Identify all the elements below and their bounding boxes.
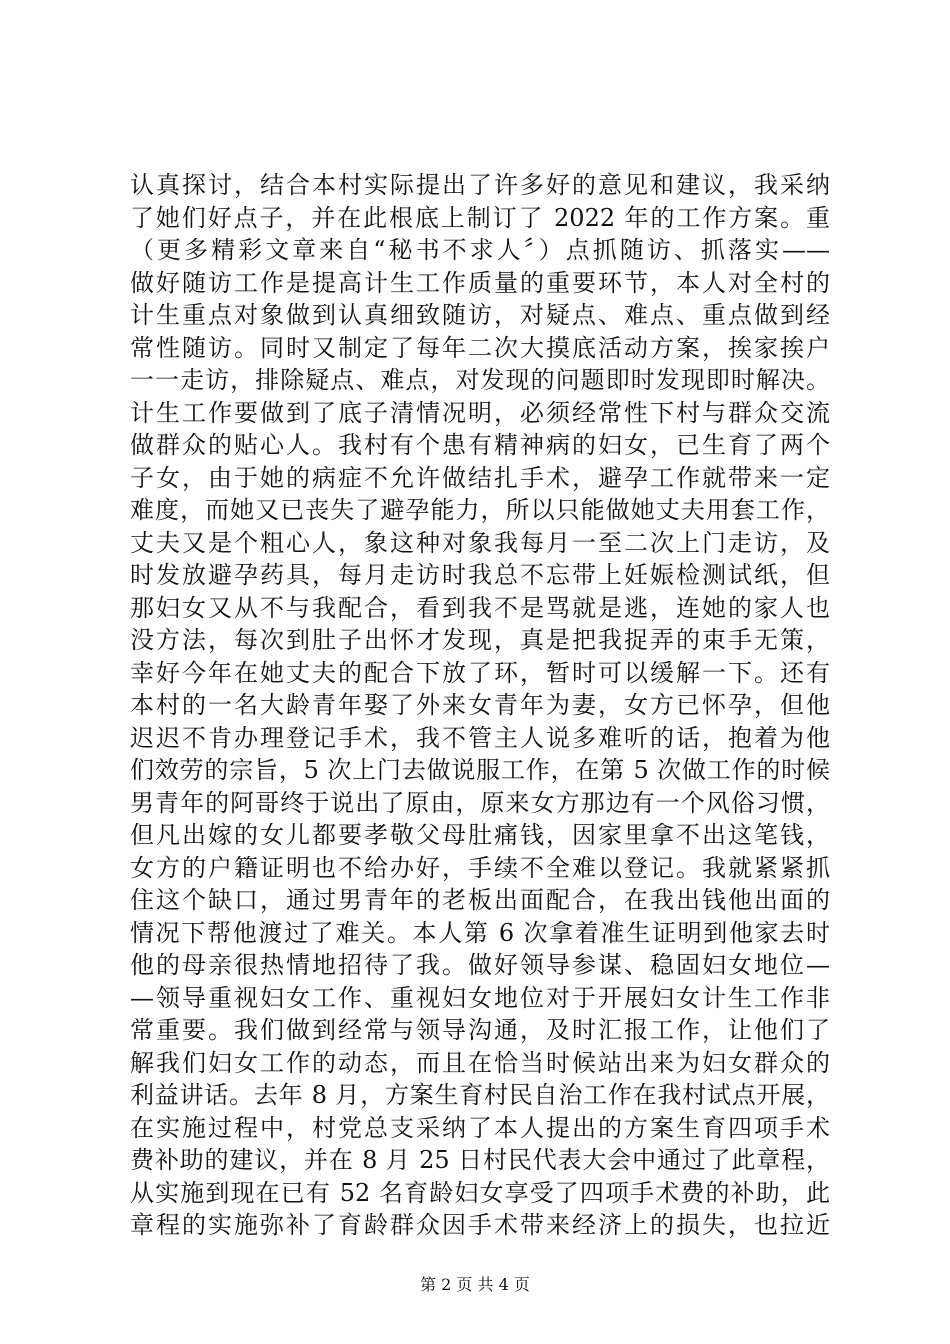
text-line: 从实施到现在已有 52 名育龄妇女享受了四项手术费的补助，此	[130, 1178, 830, 1207]
page-number-footer: 第 2 页 共 4 页	[420, 1275, 530, 1294]
text-line: 章程的实施弥补了育龄群众因手术带来经济上的损失，也拉近	[130, 1211, 830, 1239]
text-line: 难度，而她又已丧失了避孕能力，所以只能做她丈夫用套工作，	[130, 496, 830, 524]
text-line: （更多精彩文章来自“秘书不求人〞）点抓随访、抓落实——	[130, 236, 830, 264]
text-line: 那妇女又从不与我配合，看到我不是骂就是逃，连她的家人也	[130, 593, 830, 622]
text-line: 子女，由于她的病症不允许做结扎手术，避孕工作就带来一定	[130, 463, 830, 492]
text-line: 做好随访工作是提高计生工作质量的重要环节，本人对全村的	[130, 268, 830, 297]
text-line: 常重要。我们做到经常与领导沟通，及时汇报工作，让他们了	[130, 1016, 830, 1044]
text-line: 情况下帮他渡过了难关。本人第 6 次拿着准生证明到他家去时	[130, 918, 830, 947]
text-line: 他的母亲很热情地招待了我。做好领导参谋、稳固妇女地位—	[130, 951, 830, 979]
text-line: —领导重视妇女工作、重视妇女地位对于开展妇女计生工作非	[130, 983, 830, 1012]
text-line: 计生重点对象做到认真细致随访，对疑点、难点、重点做到经	[130, 301, 830, 329]
text-line: 在实施过程中，村党总支采纳了本人提出的方案生育四项手术	[130, 1113, 830, 1142]
text-line: 丈夫又是个粗心人，象这种对象我每月一至二次上门走访，及	[130, 528, 830, 557]
text-line: 住这个缺口，通过男青年的老板出面配合，在我出钱他出面的	[130, 886, 830, 914]
text-line: 没方法，每次到肚子出怀才发现，真是把我捉弄的束手无策，	[130, 626, 830, 654]
text-line: 一一走访，排除疑点、难点，对发现的问题即时发现即时解决。	[130, 366, 830, 394]
text-line: 了她们好点子，并在此根底上制订了 2022 年的工作方案。重	[130, 203, 830, 232]
text-line: 但凡出嫁的女儿都要孝敬父母肚痛钱，因家里拿不出这笔钱，	[130, 821, 830, 849]
text-line: 本村的一名大龄青年娶了外来女青年为妻，女方已怀孕，但他	[130, 691, 830, 719]
text-line: 费补助的建议，并在 8 月 25 日村民代表大会中通过了此章程，	[130, 1146, 830, 1174]
text-line: 利益讲话。去年 8 月，方案生育村民自治工作在我村试点开展，	[130, 1081, 830, 1109]
text-line: 幸好今年在她丈夫的配合下放了环，暂时可以缓解一下。还有	[130, 658, 830, 687]
text-line: 常性随访。同时又制定了每年二次大摸底活动方案，挨家挨户	[130, 333, 830, 362]
text-line: 计生工作要做到了底子清情况明，必须经常性下村与群众交流	[130, 398, 830, 427]
text-line: 解我们妇女工作的动态，而且在恰当时候站出来为妇女群众的	[130, 1048, 830, 1077]
text-line: 女方的户籍证明也不给办好，手续不全难以登记。我就紧紧抓	[130, 853, 830, 882]
text-line: 认真探讨，结合本村实际提出了许多好的意见和建议，我采纳	[130, 171, 830, 199]
text-line: 男青年的阿哥终于说出了原由，原来女方那边有一个风俗习惯，	[130, 788, 830, 817]
text-line: 迟迟不肯办理登记手术，我不管主人说多难听的话，抱着为他	[130, 723, 830, 752]
body-text	[130, 169, 830, 1242]
text-line: 们效劳的宗旨，5 次上门去做说服工作，在第 5 次做工作的时候	[130, 756, 830, 784]
text-line: 时发放避孕药具，每月走访时我总不忘带上妊娠检测试纸，但	[130, 561, 830, 589]
text-line: 做群众的贴心人。我村有个患有精神病的妇女，已生育了两个	[130, 431, 830, 459]
